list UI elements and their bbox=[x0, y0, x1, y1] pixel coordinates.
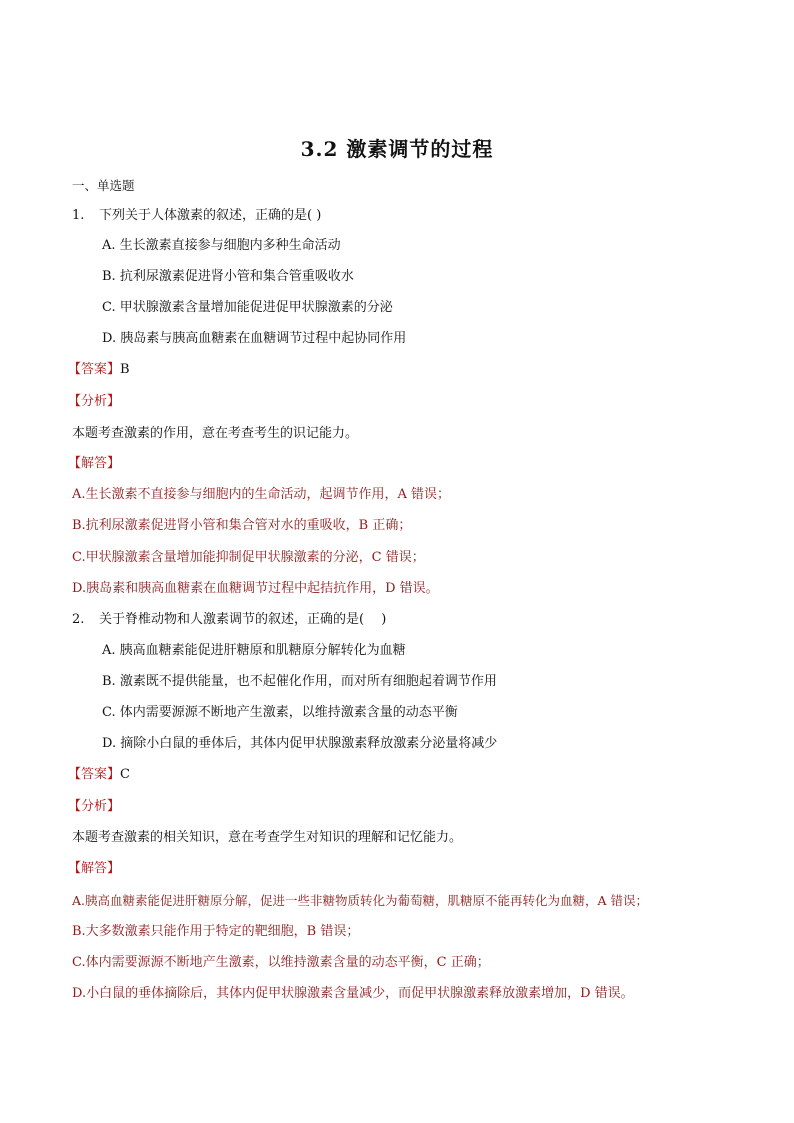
section-heading: 一、单选题 bbox=[72, 178, 135, 193]
answer-value: B bbox=[120, 362, 130, 377]
q1-solution-a: A.生长激素不直接参与细胞内的生命活动，起调节作用，A 错误； bbox=[72, 487, 451, 502]
question-number: 2. bbox=[72, 612, 85, 627]
question-number: 1. bbox=[72, 208, 85, 223]
q2-solution-b: B.大多数激素只能作用于特定的靶细胞，B 错误； bbox=[72, 924, 360, 939]
q2-analysis-text: 本题考查激素的相关知识，意在考查学生对知识的理解和记忆能力。 bbox=[72, 830, 463, 845]
document-title: 3.2 激素调节的过程 bbox=[300, 137, 494, 161]
q2-option-c: C. 体内需要源源不断地产生激素，以维持激素含量的动态平衡 bbox=[102, 705, 458, 720]
q1-option-b: B. 抗利尿激素促进肾小管和集合管重吸收水 bbox=[102, 269, 354, 284]
q2-solution-a: A.胰高血糖素能促进肝糖原分解，促进一些非糖物质转化为葡萄糖，肌糖原不能再转化为血糖，A 错误； bbox=[72, 893, 649, 908]
q2-option-b: B. 激素既不提供能量，也不起催化作用，而对所有细胞起着调节作用 bbox=[102, 674, 497, 689]
q1-solution-label: 【解答】 bbox=[68, 456, 121, 471]
q2-option-a: A. 胰高血糖素能促进肝糖原和肌糖原分解转化为血糖 bbox=[102, 643, 406, 658]
q1-option-c: C. 甲状腺激素含量增加能促进促甲状腺激素的分泌 bbox=[102, 300, 393, 315]
q1-analysis-text: 本题考查激素的作用，意在考查考生的识记能力。 bbox=[72, 426, 359, 441]
q2-solution-label: 【解答】 bbox=[68, 861, 121, 876]
answer-value: C bbox=[120, 767, 130, 782]
answer-label: 【答案】 bbox=[68, 362, 121, 377]
q1-solution-d: D.胰岛素和胰高血糖素在血糖调节过程中起拮抗作用，D 错误。 bbox=[72, 581, 439, 596]
q2-answer bbox=[68, 766, 130, 784]
q2-solution-c: C.体内需要源源不断地产生激素，以维持激素含量的动态平衡，C 正确； bbox=[72, 955, 490, 970]
question-text: 下列关于人体激素的叙述，正确的是( ) bbox=[99, 208, 322, 223]
q1-solution-c: C.甲状腺激素含量增加能抑制促甲状腺激素的分泌，C 错误； bbox=[72, 550, 425, 565]
q1-analysis-label: 【分析】 bbox=[68, 394, 121, 409]
answer-label: 【答案】 bbox=[68, 767, 121, 782]
q1-answer bbox=[68, 361, 130, 379]
question-1-stem bbox=[72, 207, 321, 225]
question-text: 关于脊椎动物和人激素调节的叙述，正确的是( ) bbox=[99, 612, 387, 627]
question-2-stem bbox=[72, 611, 386, 629]
q1-solution-b: B.抗利尿激素促进肾小管和集合管对水的重吸收，B 正确； bbox=[72, 518, 412, 533]
q2-solution-d: D.小白鼠的垂体摘除后，其体内促甲状腺激素含量减少，而促甲状腺激素释放激素增加，D 错误。 bbox=[72, 986, 634, 1001]
q1-option-d: D. 胰岛素与胰高血糖素在血糖调节过程中起协同作用 bbox=[102, 331, 407, 346]
q2-analysis-label: 【分析】 bbox=[68, 799, 121, 814]
q1-option-a: A. 生长激素直接参与细胞内多种生命活动 bbox=[102, 238, 341, 253]
q2-option-d: D. 摘除小白鼠的垂体后，其体内促甲状腺激素释放激素分泌量将减少 bbox=[102, 736, 498, 751]
